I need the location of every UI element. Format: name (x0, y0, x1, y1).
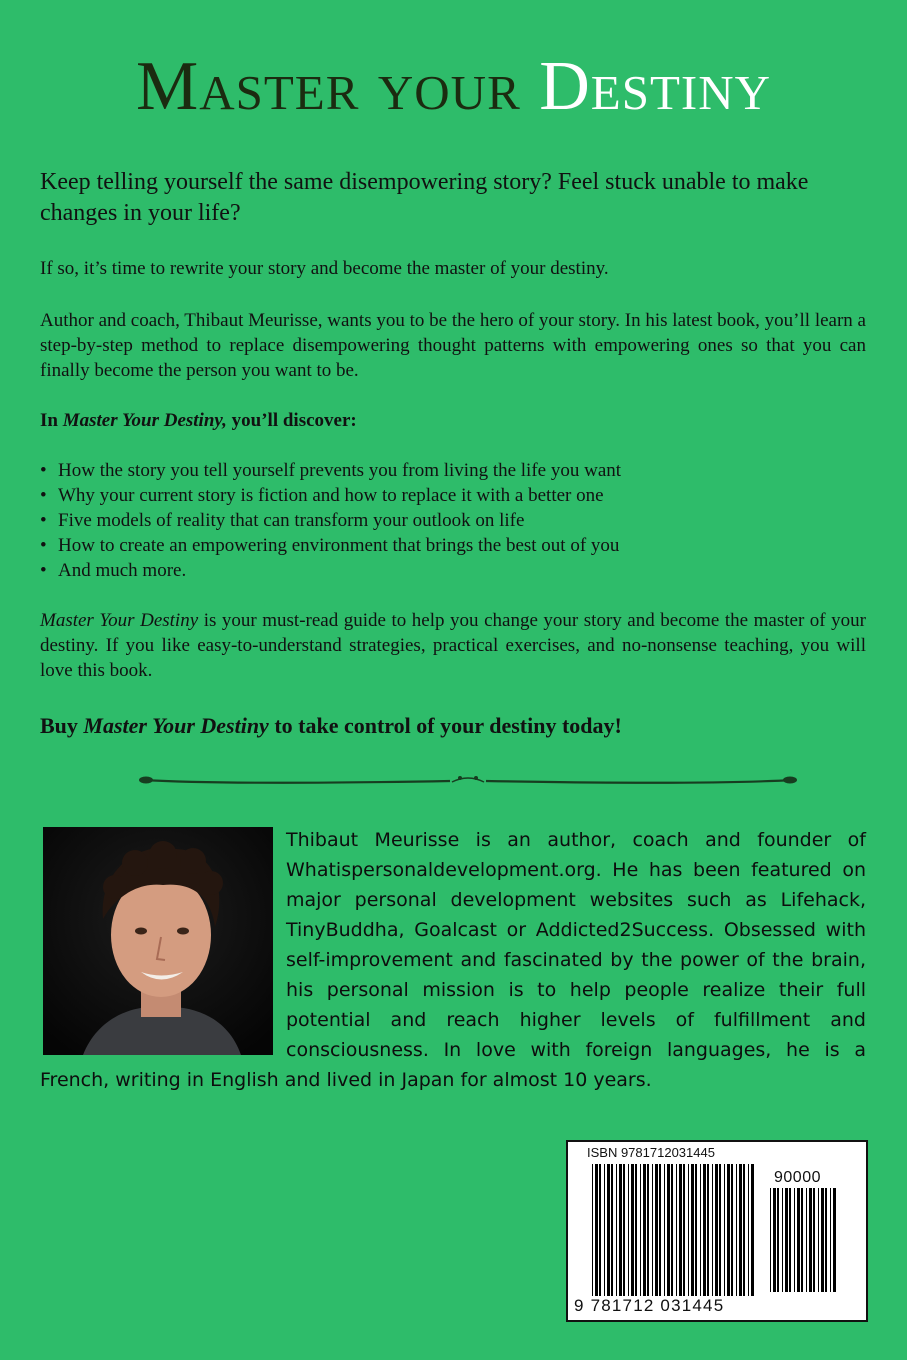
barcode-bars-addon (770, 1188, 838, 1318)
summary-text: is your must-read guide to help you change your story and become the master of your destiny. If you like easy-to-understand strategies, practical exercises, and no-nonsense teaching, you will love this book. (40, 610, 866, 681)
benefits-list (40, 458, 866, 583)
list-item: • Why your current story is fiction and how to replace it with a better one (40, 483, 866, 508)
lead-question: Keep telling yourself the same disempowering story? Feel stuck unable to make changes in your life? (40, 169, 809, 226)
list-item: • How to create an empowering environment that brings the best out of you (40, 533, 866, 558)
discover-heading (40, 408, 866, 433)
author-bio-text: Thibaut Meurisse is an author, coach and founder of Whatispersonaldevelopment.org. He has been featured on major personal development websites such as Lifehack, TinyBuddha, Goalcast or Addicted2Success. Obsessed with self-improvement and fascinated by the power of the brain, his personal mission is to help people realize their full potential and reach higher levels of fulfillment and consciousness. In love with foreign languages, he is a French, writing in English and lived in Japan for almost 10 years. (40, 829, 866, 1091)
summary-book-title: Master Your Destiny (40, 610, 199, 631)
discover-suffix: you’ll discover: (226, 410, 357, 431)
barcode-bars-main (592, 1164, 757, 1296)
author-bio (40, 825, 866, 1095)
cta-book-title: Master Your Destiny (83, 713, 269, 738)
discover-prefix: In (40, 410, 63, 431)
summary-paragraph (40, 608, 866, 683)
book-title (0, 48, 907, 125)
price-code: 90000 (774, 1169, 821, 1186)
call-to-action (40, 712, 866, 740)
list-item: • How the story you tell yourself prevents you from living the life you want (40, 458, 866, 483)
isbn-label: ISBN 9781712031445 (587, 1145, 715, 1160)
isbn-barcode (566, 1140, 868, 1322)
title-part-1: Master your (135, 48, 521, 125)
isbn-digits: 9 781712 031445 (574, 1296, 725, 1315)
author-pitch-paragraph: Author and coach, Thibaut Meurisse, wants you to be the hero of your story. In his latest book, you’ll learn a step-by-step method to replace disempowering thought patterns with empowering ones so that you can finally become the person you want to be. (40, 310, 866, 381)
photo-spacer (40, 825, 286, 1061)
discover-book-title: Master Your Destiny, (62, 410, 227, 431)
intro-paragraph: If so, it’s time to rewrite your story and become the master of your destiny. (40, 258, 609, 279)
title-part-2: Destiny (539, 48, 772, 125)
cta-suffix: to take control of your destiny today! (268, 713, 622, 738)
list-item: • And much more. (40, 558, 866, 583)
ornament-divider (138, 770, 798, 794)
list-item: • Five models of reality that can transform your outlook on life (40, 508, 866, 533)
cta-prefix: Buy (40, 713, 84, 738)
